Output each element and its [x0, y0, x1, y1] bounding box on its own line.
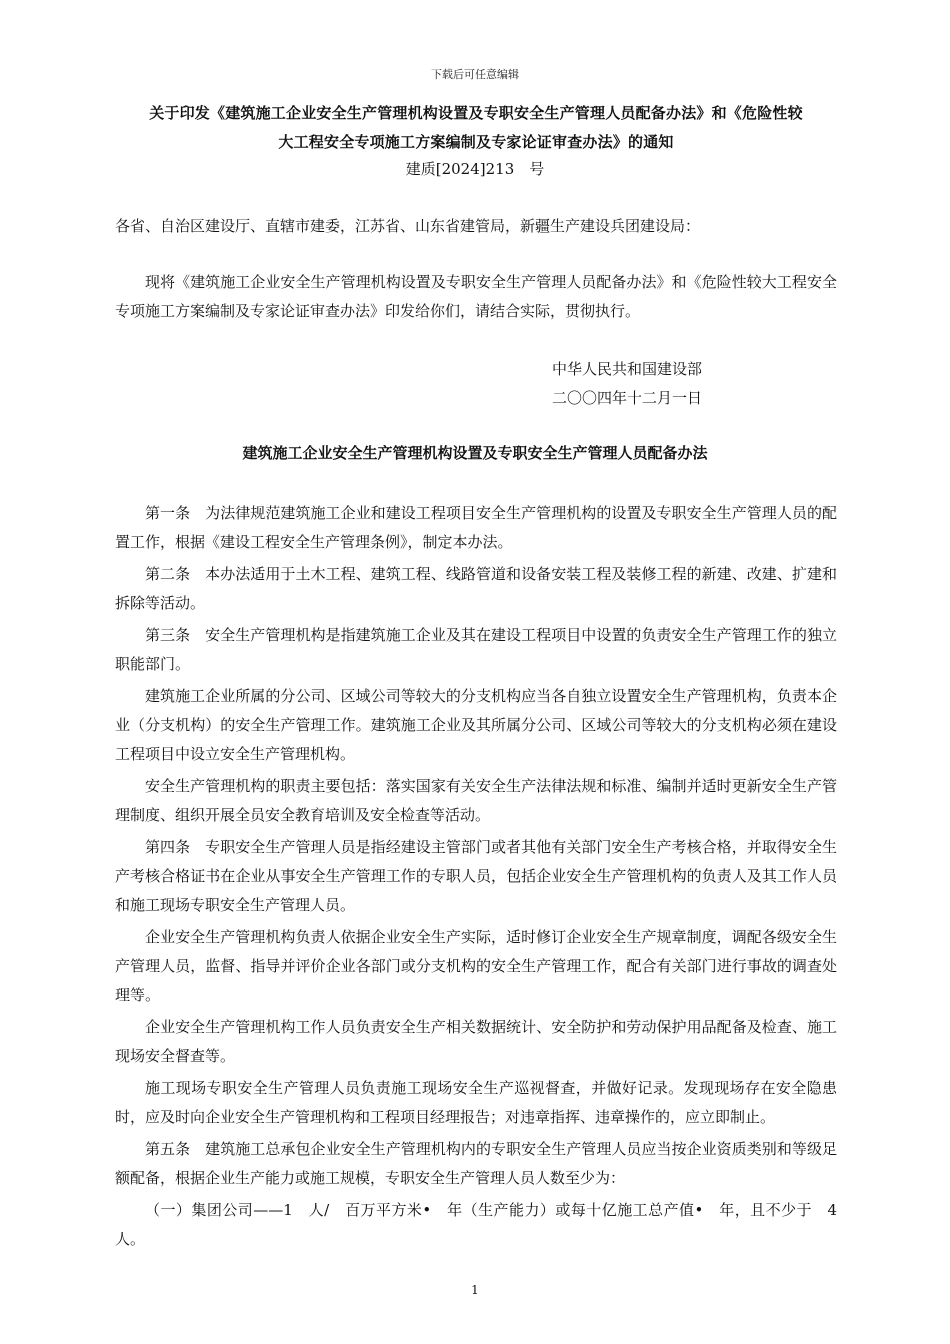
article-paragraph: 企业安全生产管理机构负责人依据企业安全生产实际，适时修订企业安全生产规章制度，调配各级安全生产管理人员，监督、指导并评价企业各部门或分支机构的安全生产管理工作，配合有关部门进行事故的调查处理等。 — [115, 928, 837, 1004]
article-paragraph: 第一条 为法律规范建筑施工企业和建设工程项目安全生产管理机构的设置及专职安全生产管理人员的配置工作，根据《建设工程安全生产管理条例》，制定本办法。 — [115, 504, 837, 551]
article-paragraph: 第三条 安全生产管理机构是指建筑施工企业及其在建设工程项目中设置的负责安全生产管理工作的独立职能部门。 — [115, 626, 837, 673]
addressee: 各省、自治区建设厅、直辖市建委，江苏省、山东省建管局，新疆生产建设兵团建设局： — [115, 217, 701, 235]
article-paragraph: 第四条 专职安全生产管理人员是指经建设主管部门或者其他有关部门安全生产考核合格，并取得安全生产考核合格证书在企业从事安全生产管理工作的专职人员，包括企业安全生产管理机构的负责人及其工作人员和施工现场专职安全生产管理人员。 — [115, 838, 837, 914]
notice-title-line-1: 关于印发《建筑施工企业安全生产管理机构设置及专职安全生产管理人员配备办法》和《危险性较 — [149, 104, 803, 122]
article-paragraph: 安全生产管理机构的职责主要包括：落实国家有关安全生产法律法规和标准、编制并适时更新安全生产管理制度、组织开展全员安全教育培训及安全检查等活动。 — [115, 777, 837, 824]
article-paragraph: （一）集团公司——1 人/ 百万平方米• 年（生产能力）或每十亿施工总产值• 年，且不少于 4 人。 — [115, 1201, 853, 1248]
article-paragraph: 企业安全生产管理机构工作人员负责安全生产相关数据统计、安全防护和劳动保护用品配备及检查、施工现场安全督查等。 — [115, 1018, 837, 1065]
header-note: 下载后可任意编辑 — [431, 68, 519, 81]
article-paragraph: 第二条 本办法适用于土木工程、建筑工程、线路管道和设备安装工程及装修工程的新建、改建、扩建和拆除等活动。 — [115, 565, 837, 612]
notice-title — [115, 99, 837, 157]
section-title: 建筑施工企业安全生产管理机构设置及专职安全生产管理人员配备办法 — [242, 444, 708, 462]
article-paragraph: 建筑施工企业所属的分公司、区域公司等较大的分支机构应当各自独立设置安全生产管理机构，负责本企业（分支机构）的安全生产管理工作。建筑施工企业及其所属分公司、区域公司等较大的分支机构必须在建设工程项目中设立安全生产管理机构。 — [115, 687, 837, 763]
article-paragraph: 施工现场专职安全生产管理人员负责施工现场安全生产巡视督查，并做好记录。发现现场存在安全隐患时，应及时向企业安全生产管理机构和工程项目经理报告；对违章指挥、违章操作的，应立即制止。 — [115, 1079, 837, 1126]
article-paragraph: 第五条 建筑施工总承包企业安全生产管理机构内的专职安全生产管理人员应当按企业资质类别和等级足额配备，根据企业生产能力或施工规模，专职安全生产管理人员人数至少为： — [115, 1140, 837, 1187]
notice-title-line-2: 大工程安全专项施工方案编制及专家论证审查办法》的通知 — [278, 133, 674, 151]
page-number: 1 — [471, 1283, 479, 1297]
articles-body — [115, 499, 853, 1257]
intro-paragraph: 现将《建筑施工企业安全生产管理机构设置及专职安全生产管理人员配备办法》和《危险性较大工程安全专项施工方案编制及专家论证审查办法》印发给你们，请结合实际，贯彻执行。 — [115, 273, 837, 320]
signature-date: 二〇〇四年十二月一日 — [552, 389, 703, 407]
document-number: 建质[2024]213 号 — [405, 160, 545, 178]
signature-org: 中华人民共和国建设部 — [552, 360, 703, 378]
